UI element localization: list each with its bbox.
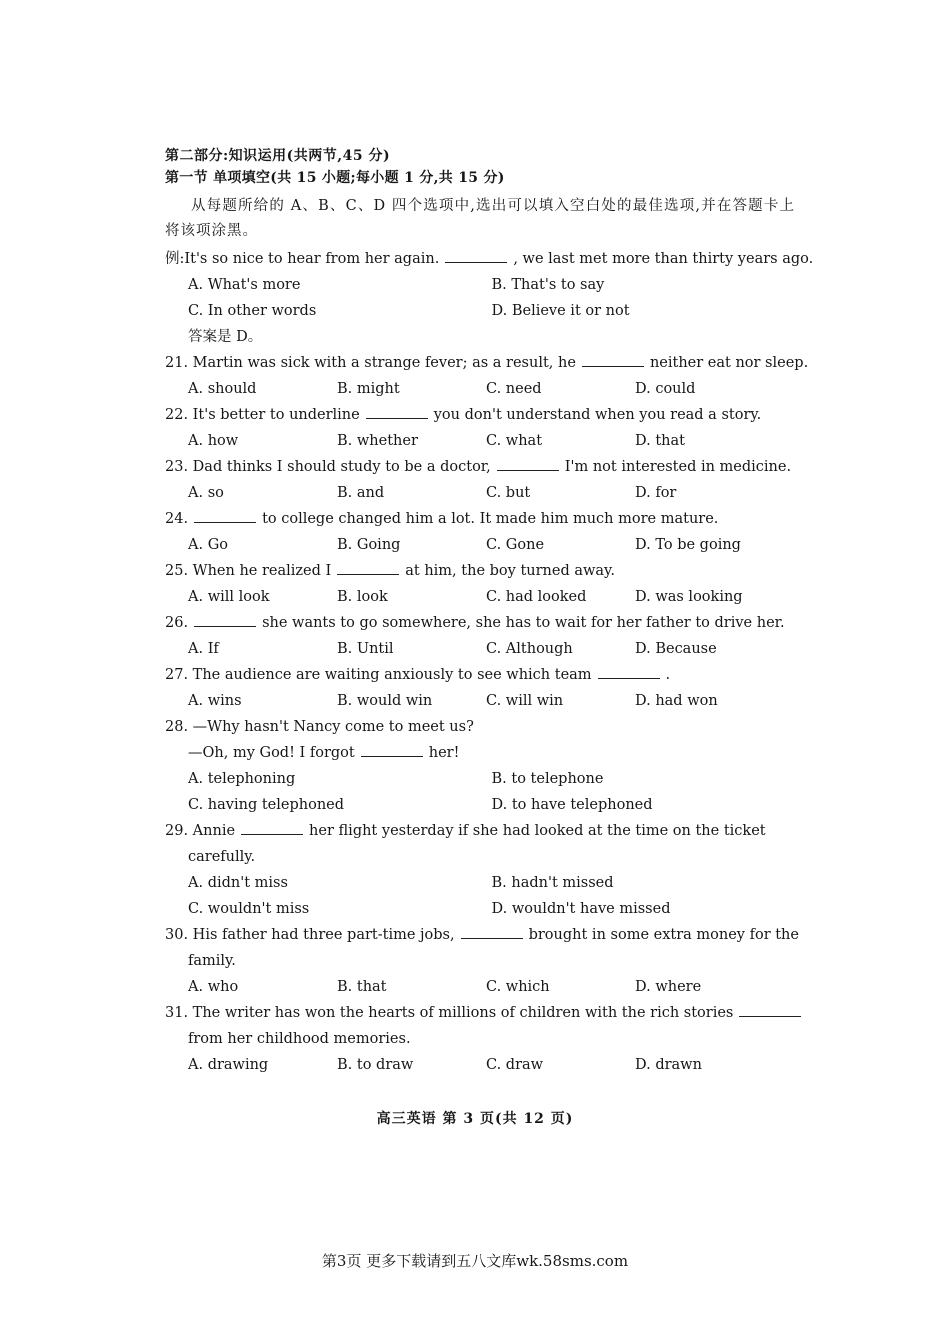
options-27	[165, 688, 795, 714]
option: C. Although	[486, 641, 573, 657]
answer-blank	[194, 625, 256, 627]
option: C. In other words	[188, 303, 317, 319]
option: A. If	[188, 641, 219, 657]
option: B. to telephone	[491, 771, 604, 787]
question-31-cont: from her childhood memories.	[188, 1031, 411, 1047]
option: B. Until	[337, 641, 394, 657]
options-22	[165, 428, 795, 454]
option: B. look	[337, 589, 388, 605]
example-stem: 例:It's so nice to hear from her again. , we last met more than thirty years ago.	[165, 251, 814, 267]
answer-blank	[366, 417, 428, 419]
option: C. Gone	[486, 537, 545, 553]
options-28-row-2	[165, 792, 795, 818]
option: C. will win	[486, 693, 564, 709]
option: D. for	[635, 485, 677, 501]
answer-blank	[337, 573, 399, 575]
option: B. whether	[337, 433, 418, 449]
example-answer: 答案是 D。	[188, 329, 263, 345]
option: D. Believe it or not	[491, 303, 630, 319]
answer-blank	[497, 469, 559, 471]
question-25: 25. When he realized I at him, the boy turned away.	[165, 563, 615, 579]
option: D. could	[635, 381, 696, 397]
question-21: 21. Martin was sick with a strange fever; as a result, he neither eat nor sleep.	[165, 355, 809, 371]
option: B. Going	[337, 537, 401, 553]
section-subtitle: 第一节 单项填空(共 15 小题;每小题 1 分,共 15 分)	[165, 170, 505, 186]
question-28-reply: —Oh, my God! I forgot her!	[188, 745, 460, 761]
options-29-row-2	[165, 896, 795, 922]
option: A. wins	[188, 693, 242, 709]
option: C. which	[486, 979, 550, 995]
option: B. that	[337, 979, 387, 995]
option: C. having telephoned	[188, 797, 345, 813]
option: C. draw	[486, 1057, 544, 1073]
question-26: 26. she wants to go somewhere, she has to wait for her father to drive her.	[165, 615, 785, 631]
options-21	[165, 376, 795, 402]
option: A. What's more	[188, 277, 301, 293]
answer-blank	[241, 833, 303, 835]
question-30: 30. His father had three part-time jobs, brought in some extra money for the	[165, 927, 799, 943]
option: B. hadn't missed	[491, 875, 614, 891]
options-23	[165, 480, 795, 506]
option: A. who	[188, 979, 239, 995]
options-26	[165, 636, 795, 662]
question-29-cont: carefully.	[188, 849, 256, 865]
options-25	[165, 584, 795, 610]
option: D. drawn	[635, 1057, 702, 1073]
question-24: 24. to college changed him a lot. It made him much more mature.	[165, 511, 719, 527]
example-options-row-1	[165, 272, 795, 298]
option: D. Because	[635, 641, 717, 657]
option: A. didn't miss	[188, 875, 288, 891]
options-30	[165, 974, 795, 1000]
option: D. To be going	[635, 537, 741, 553]
option: A. will look	[188, 589, 270, 605]
answer-blank	[598, 677, 660, 679]
question-22: 22. It's better to underline you don't understand when you read a story.	[165, 407, 762, 423]
question-27: 27. The audience are waiting anxiously to see which team .	[165, 667, 671, 683]
answer-blank	[582, 365, 644, 367]
option: D. had won	[635, 693, 718, 709]
option: A. drawing	[188, 1057, 269, 1073]
answer-blank	[361, 755, 423, 757]
option: C. wouldn't miss	[188, 901, 310, 917]
example-options-row-2	[165, 298, 795, 324]
question-23: 23. Dad thinks I should study to be a doctor, I'm not interested in medicine.	[165, 459, 792, 475]
option: A. so	[188, 485, 224, 501]
options-28-row-1	[165, 766, 795, 792]
option: B. That's to say	[491, 277, 605, 293]
question-28: 28. —Why hasn't Nancy come to meet us?	[165, 719, 474, 735]
instruction: 从每题所给的 A、B、C、D 四个选项中,选出可以填入空白处的最佳选项,并在答题卡上将该项涂黑。	[165, 198, 795, 239]
option: A. should	[188, 381, 257, 397]
options-24	[165, 532, 795, 558]
answer-blank	[445, 261, 507, 263]
download-watermark: 第3页 更多下载请到五八文库wk.58sms.com	[321, 1252, 629, 1270]
option: D. to have telephoned	[491, 797, 653, 813]
option: A. Go	[188, 537, 229, 553]
option: A. telephoning	[188, 771, 296, 787]
options-31	[165, 1052, 795, 1078]
option: A. how	[188, 433, 239, 449]
option: B. and	[337, 485, 385, 501]
option: C. need	[486, 381, 542, 397]
option: C. but	[486, 485, 531, 501]
question-29: 29. Annie her flight yesterday if she had looked at the time on the ticket	[165, 823, 766, 839]
question-31: 31. The writer has won the hearts of millions of children with the rich stories	[165, 1000, 795, 1026]
option: C. had looked	[486, 589, 587, 605]
option: D. where	[635, 979, 702, 995]
option: D. was looking	[635, 589, 743, 605]
answer-blank	[739, 1015, 801, 1017]
question-30-cont: family.	[188, 953, 236, 969]
exam-content	[165, 146, 814, 1078]
options-29-row-1	[165, 870, 795, 896]
option: D. wouldn't have missed	[491, 901, 671, 917]
section-title: 第二部分:知识运用(共两节,45 分)	[165, 148, 391, 164]
option: B. might	[337, 381, 400, 397]
option: B. to draw	[337, 1057, 414, 1073]
page-footer: 高三英语 第 3 页(共 12 页)	[376, 1111, 574, 1127]
option: C. what	[486, 433, 543, 449]
option: B. would win	[337, 693, 433, 709]
option: D. that	[635, 433, 685, 449]
answer-blank	[194, 521, 256, 523]
answer-blank	[461, 937, 523, 939]
